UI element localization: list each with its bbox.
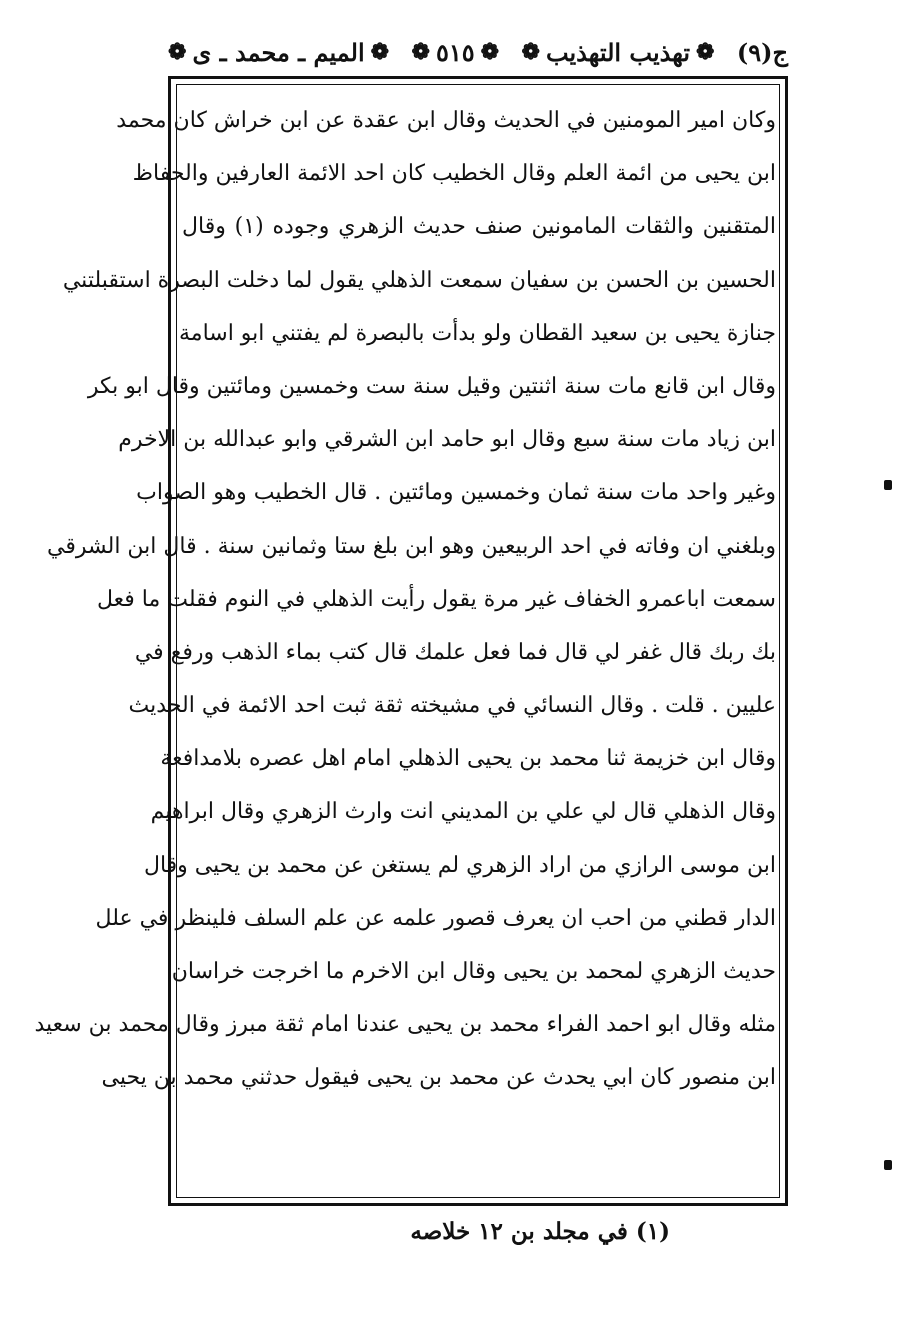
ornament-icon: ❁ xyxy=(696,39,715,65)
text-line: سمعت اباعمرو الخفاف غير مرة يقول رأيت الذهلي في النوم فقلت ما فعل xyxy=(97,586,776,612)
ornament-icon: ❁ xyxy=(370,39,390,65)
text-line: ابن يحيى من ائمة العلم وقال الخطيب كان احد الائمة العارفين والحفاظ xyxy=(132,161,776,187)
volume-number: ج(۹) xyxy=(736,37,788,67)
ornament-icon: ❁ xyxy=(521,39,540,65)
text-line: وغير واحد مات سنة ثمان وخمسين ومائتين . قال الخطيب وهو الصواب xyxy=(136,480,776,506)
ornament-icon: ❁ xyxy=(168,39,187,65)
section-title: الميم ـ محمد ـ ى xyxy=(192,37,365,67)
page-header xyxy=(168,32,788,72)
text-line: وقال الذهلي قال لي علي بن المديني انت وارث الزهري وقال ابراهيم xyxy=(150,799,776,825)
text-line: المتقنين والثقات المامونين صنف حديث الزهري وجوده (١) وقال xyxy=(182,214,777,240)
text-line: ابن زياد مات سنة سبع وقال ابو حامد ابن الشرقي وابو عبدالله بن الاخرم xyxy=(118,427,776,453)
text-line: الحسين بن الحسن بن سفيان سمعت الذهلي يقول لما دخلت البصرة استقبلتني xyxy=(62,267,776,293)
margin-dot xyxy=(884,480,892,490)
text-line: وبلغني ان وفاته في احد الربيعين وهو ابن بلغ ستا وثمانين سنة . قال ابن الشرقي xyxy=(47,533,776,559)
title-group xyxy=(522,38,715,67)
text-line: مثله وقال ابو احمد الفراء محمد بن يحيى عندنا امام ثقة مبرز وقال محمد بن سعيد xyxy=(34,1012,776,1038)
text-line: الدار قطني من احب ان يعرف قصور علمه عن علم السلف فلينظر في علل xyxy=(95,905,776,931)
ornament-icon: ❁ xyxy=(480,39,500,65)
text-line: حديث الزهري لمحمد بن يحيى وقال ابن الاخرم ما اخرجت خراسان xyxy=(171,959,776,984)
ornament-icon: ❁ xyxy=(411,39,430,65)
text-line: وكان امير المومنين في الحديث وقال ابن عقدة عن ابن خراش كان محمد xyxy=(116,108,776,133)
book-title: تهذيب التهذيب xyxy=(545,37,691,67)
text-line: وقال ابن خزيمة ثنا محمد بن يحيى الذهلي امام اهل عصره بلامدافعة xyxy=(160,746,776,772)
section-group xyxy=(168,38,389,67)
main-text xyxy=(34,94,777,1105)
text-line: ابن موسى الرازي من اراد الزهري لم يستغن عن محمد بن يحيى وقال xyxy=(143,852,776,878)
page-number: ٥١٥ xyxy=(435,37,475,67)
margin-dot xyxy=(884,1160,892,1170)
text-line: بك ربك قال غفر لي قال فما فعل علمك قال كتب بماء الذهب ورفع في xyxy=(134,639,776,665)
text-line: جنازة يحيى بن سعيد القطان ولو بدأت بالبصرة لم يفتني ابو اسامة xyxy=(178,320,776,346)
page-number-group xyxy=(412,38,500,67)
text-line: عليين . قلت . وقال النسائي في مشيخته ثقة ثبت احد الائمة في الحديث xyxy=(128,693,776,719)
footnote: (١) في مجلد بن ١٢ خلاصه xyxy=(410,1218,670,1245)
text-line: وقال ابن قانع مات سنة اثنتين وقيل سنة ست وخمسين ومائتين وقال ابو بكر xyxy=(87,373,776,399)
text-line: ابن منصور كان ابي يحدث عن محمد بن يحيى فيقول حدثني محمد بن يحيى xyxy=(101,1065,776,1091)
